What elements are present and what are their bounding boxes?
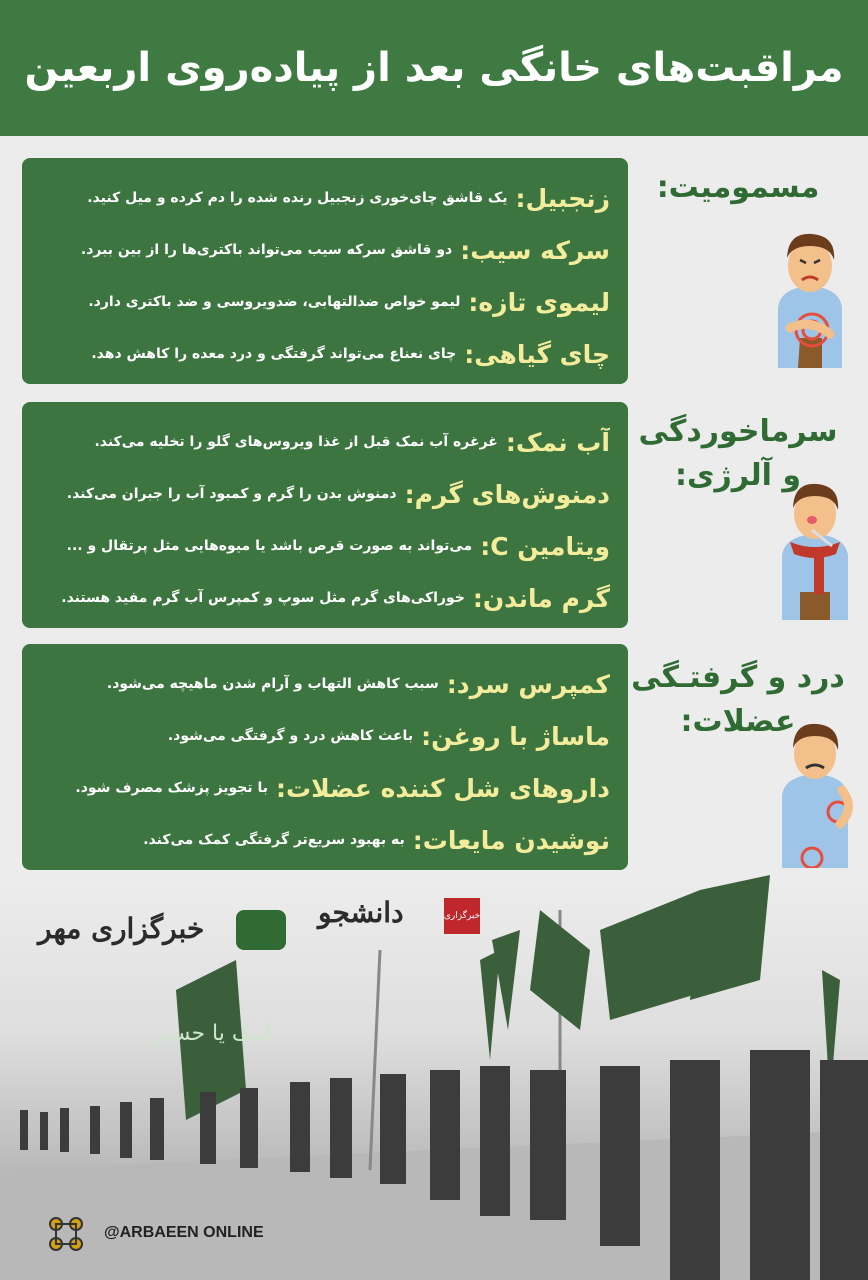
item-term: ماساژ با روغن [431, 721, 610, 751]
category-poisoning [628, 166, 848, 210]
category-line: مسمومیت: [656, 170, 820, 205]
social-handle: @ARBAEEN ONLINE [104, 1224, 264, 1241]
daneshjoo-logo-text: دانشجو [318, 896, 404, 929]
item-term: کمپرس سرد [456, 669, 610, 699]
list-item: ماساژ با روغن : باعث کاهش درد و گرفتگی می‌شود. [167, 721, 610, 751]
item-term: سرکه سیب [470, 235, 610, 265]
item-desc: دمنوش بدن را گرم و کمبود آب را جبران می‌کند. [66, 486, 397, 502]
back-pain-person-icon [770, 712, 860, 868]
poisoning-panel [22, 158, 628, 384]
item-term: دمنوش‌های گرم [414, 479, 610, 509]
list-item: دمنوش‌های گرم : دمنوش بدن را گرم و کمبود آب را جبران می‌کند. [66, 479, 610, 509]
muscle-pain-panel [22, 644, 628, 870]
category-line: درد و گرفتـگی [631, 660, 845, 695]
pilgrims-photo [0, 870, 868, 1280]
item-desc: چای نعناع می‌تواند گرفتگی و درد معده را کاهش دهد. [91, 346, 457, 362]
arbaeen-logo-icon [46, 1214, 90, 1254]
item-desc: سبب کاهش التهاب و آرام شدن ماهیچه می‌شود. [106, 676, 439, 692]
cold-allergy-panel [22, 402, 628, 628]
item-desc: باعث کاهش درد و گرفتگی می‌شود. [167, 728, 414, 744]
category-line: عضلات: [680, 704, 796, 739]
item-term: نوشیدن مایعات [422, 825, 610, 855]
list-item: آب نمک : غرغره آب نمک قبل از غذا ویروس‌های گلو را تخلیه می‌کند. [94, 427, 610, 457]
list-item: داروهای شل کننده عضلات : با تجویز پزشک مصرف شود. [75, 773, 610, 803]
mehr-logo-text: خبرگزاری مهر [38, 912, 205, 945]
item-desc: غرغره آب نمک قبل از غذا ویروس‌های گلو را تخلیه می‌کند. [94, 434, 498, 450]
item-term: ویتامین C [490, 531, 610, 561]
list-item: لیموی تازه : لیمو خواص ضدالتهابی، ضدویروسی و ضد باکتری دارد. [88, 287, 610, 317]
list-item: گرم ماندن : خوراکی‌های گرم مثل سوپ و کمپرس آب گرم مفید هستند. [61, 583, 610, 613]
list-item: نوشیدن مایعات : به بهبود سریع‌تر گرفتگی کمک می‌کند. [143, 825, 610, 855]
page-title: مراقبت‌های خانگی بعد از پیاده‌روی اربعین [24, 45, 844, 91]
list-item: ویتامین C : می‌تواند به صورت قرص باشد یا میوه‌هایی مثل پرتقال و ... [66, 531, 610, 561]
flag-text: لبیک یا حسین [148, 1021, 272, 1046]
category-line: و آلرژی: [674, 458, 802, 493]
list-item: چای گیاهی : چای نعناع می‌تواند گرفتگی و درد معده را کاهش دهد. [91, 339, 610, 369]
list-item: سرکه سیب : دو قاشق سرکه سیب می‌تواند باکتری‌ها را از بین ببرد. [80, 235, 610, 265]
item-desc: می‌تواند به صورت قرص باشد یا میوه‌هایی مثل پرتقال و ... [66, 538, 473, 554]
item-term: گرم ماندن [482, 583, 610, 613]
mehr-logo-icon [236, 910, 286, 950]
item-term: داروهای شل کننده عضلات [286, 773, 610, 803]
item-desc: یک قاشق چای‌خوری زنجبیل رنده شده را دم کرده و میل کنید. [87, 190, 508, 206]
item-desc: دو قاشق سرکه سیب می‌تواند باکتری‌ها را از بین ببرد. [80, 242, 453, 258]
item-term: زنجبیل [525, 183, 610, 213]
daneshjoo-badge: خبرگزاری [444, 898, 480, 934]
item-desc: به بهبود سریع‌تر گرفتگی کمک می‌کند. [143, 832, 405, 848]
title-banner [0, 0, 868, 136]
item-desc: خوراکی‌های گرم مثل سوپ و کمپرس آب گرم مفید هستند. [61, 590, 465, 606]
item-desc: با تجویز پزشک مصرف شود. [75, 780, 269, 796]
sick-person-icon [770, 470, 860, 620]
item-term: چای گیاهی [474, 339, 610, 369]
item-desc: لیمو خواص ضدالتهابی، ضدویروسی و ضد باکتری دارد. [88, 294, 461, 310]
list-item: کمپرس سرد : سبب کاهش التهاب و آرام شدن ماهیچه می‌شود. [106, 669, 610, 699]
list-item: زنجبیل : یک قاشق چای‌خوری زنجبیل رنده شده را دم کرده و میل کنید. [87, 183, 610, 213]
item-term: آب نمک [515, 427, 610, 457]
stomach-ache-person-icon [760, 218, 860, 370]
category-line: سرماخوردگی [638, 414, 838, 449]
item-term: لیموی تازه [478, 287, 610, 317]
